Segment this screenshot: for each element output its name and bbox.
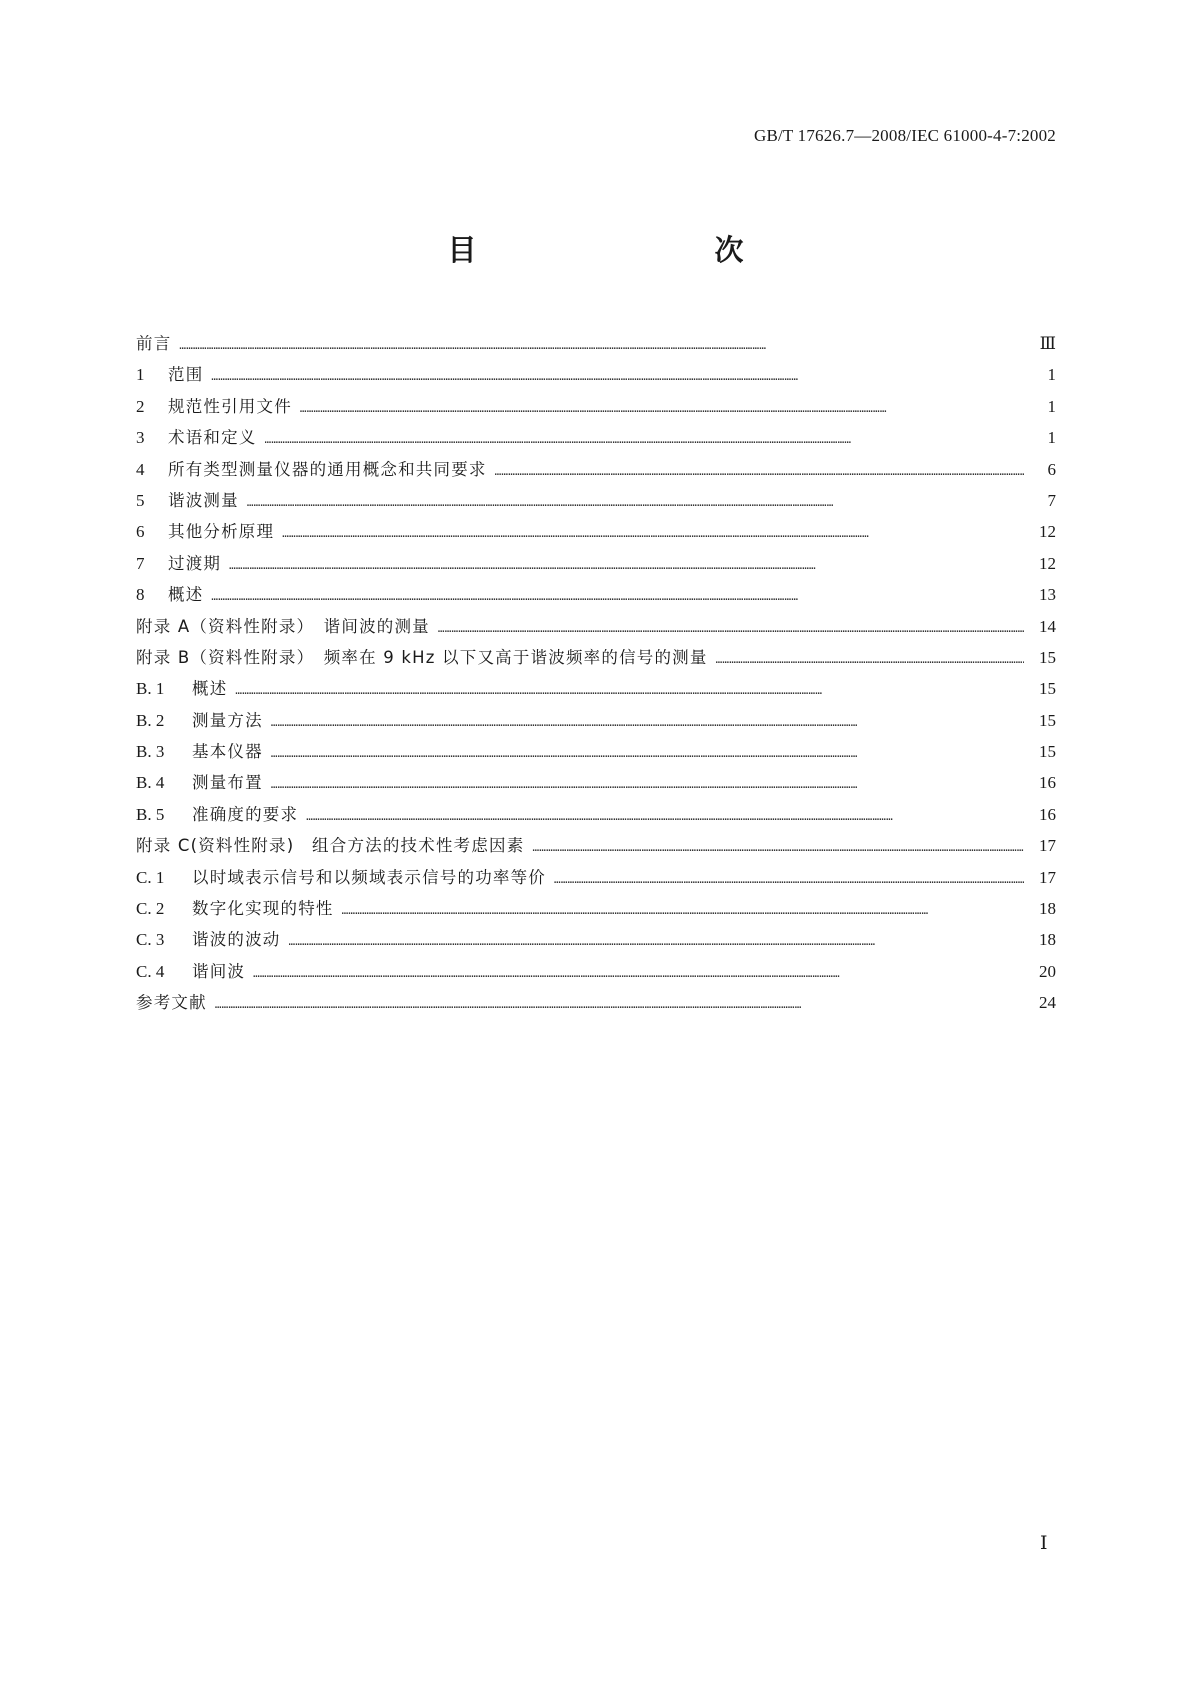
toc-entry-6[interactable] [136, 516, 1056, 547]
toc-entry-page: 15 [1039, 647, 1056, 667]
toc-dot-leader [438, 613, 1024, 644]
toc-entry-b4[interactable] [136, 767, 1056, 798]
toc-dot-leader [271, 707, 1024, 738]
toc-entry-annex-a[interactable] [136, 611, 1056, 642]
toc-entry-page: Ⅲ [1039, 334, 1056, 353]
toc-dot-leader [211, 581, 1024, 612]
toc-dot-leader [306, 801, 1024, 832]
toc-entry-number: 1 [136, 365, 145, 385]
toc-entry-page: 17 [1039, 867, 1056, 887]
toc-entry-page: 14 [1039, 616, 1056, 636]
toc-entry-1[interactable] [136, 359, 1056, 390]
toc-entry-number: B. 1 [136, 679, 165, 699]
toc-entry-page: 12 [1039, 553, 1056, 573]
toc-title: 目 次 [447, 233, 804, 267]
toc-entry-2[interactable] [136, 391, 1056, 422]
toc-entry-label: 所有类型测量仪器的通用概念和共同要求 [168, 459, 487, 479]
toc-entry-label: 范围 [168, 365, 204, 385]
toc-entry-label: 概述 [192, 679, 228, 699]
toc-entry-page: 12 [1039, 522, 1056, 542]
toc-entry-label: 术语和定义 [168, 428, 257, 448]
toc-entry-page: 1 [1047, 428, 1056, 448]
toc-entry-page: 24 [1039, 993, 1056, 1013]
toc-entry-8[interactable] [136, 579, 1056, 610]
toc-entry-page: 20 [1039, 961, 1056, 981]
toc-entry-label: 谐波的波动 [192, 930, 281, 950]
toc-dot-leader [179, 330, 1024, 361]
toc-dot-leader [716, 644, 1024, 675]
page-number: Ⅰ [1040, 1533, 1048, 1554]
toc-entry-label: 测量方法 [192, 710, 263, 730]
toc-dot-leader [247, 487, 1024, 518]
toc-entry-number: 2 [136, 396, 145, 416]
toc-entry-label: 概述 [168, 585, 204, 605]
toc-dot-leader [532, 832, 1024, 863]
toc-entry-page: 1 [1047, 396, 1056, 416]
toc-entry-label: 附录 A（资料性附录） 谐间波的测量 [136, 616, 430, 636]
toc-entry-foreword[interactable] [136, 328, 1056, 359]
toc-entry-number: C. 4 [136, 961, 165, 981]
toc-entry-page: 15 [1039, 742, 1056, 762]
toc-entry-label: 测量布置 [192, 773, 263, 793]
toc-entry-annex-b[interactable] [136, 642, 1056, 673]
toc-entry-annex-c[interactable] [136, 830, 1056, 861]
toc-entry-number: B. 4 [136, 773, 165, 793]
toc-entry-number: C. 3 [136, 930, 165, 950]
toc-entry-label: 谐波测量 [168, 490, 239, 510]
toc-entry-page: 18 [1039, 930, 1056, 950]
toc-entry-number: C. 2 [136, 899, 165, 919]
toc-entry-5[interactable] [136, 485, 1056, 516]
toc-entry-label: 数字化实现的特性 [192, 899, 334, 919]
toc-dot-leader [265, 424, 1025, 455]
toc-entry-number: 8 [136, 585, 145, 605]
toc-entry-page: 15 [1039, 679, 1056, 699]
toc-entry-label: 前言 [136, 334, 172, 353]
toc-dot-leader [229, 550, 1024, 581]
toc-entry-number: B. 5 [136, 804, 165, 824]
toc-entry-c4[interactable] [136, 956, 1056, 987]
toc-entry-page: 6 [1047, 459, 1056, 479]
toc-dot-leader [215, 989, 1024, 1020]
toc-dot-leader [211, 361, 1024, 392]
toc-entry-label: 以时域表示信号和以频域表示信号的功率等价 [192, 867, 546, 887]
toc-dot-leader [271, 738, 1024, 769]
toc-entry-7[interactable] [136, 548, 1056, 579]
toc-entry-3[interactable] [136, 422, 1056, 453]
toc-dot-leader [289, 926, 1025, 957]
toc-dot-leader [271, 769, 1024, 800]
toc-entry-number: B. 3 [136, 742, 165, 762]
toc-entry-page: 13 [1039, 585, 1056, 605]
toc-entry-label: 谐间波 [192, 961, 246, 981]
table-of-contents [136, 328, 1056, 1019]
toc-entry-b3[interactable] [136, 736, 1056, 767]
toc-entry-label: 规范性引用文件 [168, 396, 292, 416]
toc-entry-number: 4 [136, 459, 145, 479]
toc-dot-leader [282, 518, 1024, 549]
toc-entry-page: 7 [1047, 490, 1056, 510]
toc-entry-number: 6 [136, 522, 145, 542]
toc-entry-number: C. 1 [136, 867, 165, 887]
toc-entry-label: 准确度的要求 [192, 804, 299, 824]
toc-entry-bibliography[interactable] [136, 987, 1056, 1018]
toc-entry-number: 3 [136, 428, 145, 448]
toc-entry-b5[interactable] [136, 799, 1056, 830]
toc-entry-4[interactable] [136, 454, 1056, 485]
toc-entry-page: 15 [1039, 710, 1056, 730]
toc-dot-leader [342, 895, 1024, 926]
toc-dot-leader [253, 958, 1024, 989]
toc-entry-b2[interactable] [136, 705, 1056, 736]
toc-entry-page: 16 [1039, 804, 1056, 824]
standard-number-header: GB/T 17626.7—2008/IEC 61000-4-7:2002 [753, 126, 1056, 145]
toc-entry-c2[interactable] [136, 893, 1056, 924]
toc-entry-number: 7 [136, 553, 145, 573]
toc-entry-number: 5 [136, 490, 145, 510]
toc-dot-leader [495, 456, 1024, 487]
toc-entry-page: 17 [1039, 836, 1056, 856]
toc-entry-label: 其他分析原理 [168, 522, 275, 542]
toc-entry-label: 附录 B（资料性附录） 频率在 9 kHz 以下又高于谐波频率的信号的测量 [136, 647, 708, 667]
toc-entry-b1[interactable] [136, 673, 1056, 704]
toc-entry-label: 附录 C(资料性附录) 组合方法的技术性考虑因素 [136, 836, 525, 856]
toc-entry-label: 基本仪器 [192, 742, 263, 762]
toc-entry-label: 过渡期 [168, 553, 222, 573]
toc-entry-c1[interactable] [136, 862, 1056, 893]
toc-entry-label: 参考文献 [136, 993, 207, 1013]
toc-entry-c3[interactable] [136, 924, 1056, 955]
toc-dot-leader [300, 393, 1024, 424]
toc-dot-leader [554, 864, 1024, 895]
toc-entry-page: 18 [1039, 899, 1056, 919]
toc-entry-page: 1 [1047, 365, 1056, 385]
toc-entry-number: B. 2 [136, 710, 165, 730]
toc-dot-leader [235, 675, 1024, 706]
toc-entry-page: 16 [1039, 773, 1056, 793]
